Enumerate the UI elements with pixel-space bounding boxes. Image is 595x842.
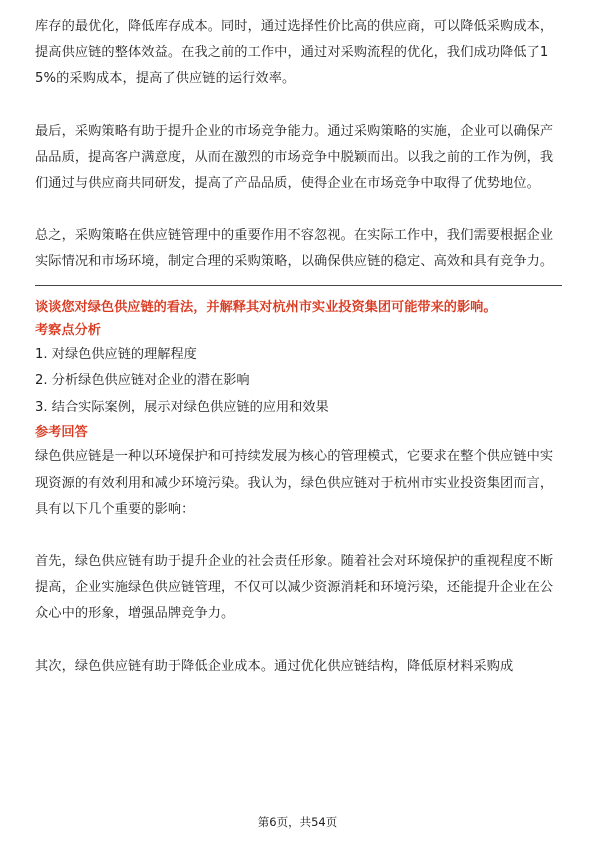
analysis-item: 3. 结合实际案例，展示对绿色供应链的应用和效果 (35, 399, 329, 415)
paragraph-gap (35, 93, 562, 119)
body-paragraph: 总之，采购策略在供应链管理中的重要作用不容忽视。在实际工作中，我们需要根据企业实际情况和市场环境，制定合理的采购策略，以确保供应链的稳定、高效和具有竞争力。 (35, 228, 554, 270)
section-divider (35, 285, 562, 286)
analysis-item: 2. 分析绿色供应链对企业的潜在影响 (35, 373, 250, 389)
answer-paragraph: 其次，绿色供应链有助于降低企业成本。通过优化供应链结构，降低原材料采购成 (35, 658, 514, 674)
answer-paragraph: 绿色供应链是一种以环境保护和可持续发展为核心的管理模式，它要求在整个供应链中实现资源的有效利用和减少环境污染。我认为，绿色供应链对于杭州市实业投资集团而言，具有以下几个重要的影响： (35, 449, 554, 517)
paragraph-gap (35, 523, 562, 549)
question-heading: 谈谈您对绿色供应链的看法，并解释其对杭州市实业投资集团可能带来的影响。 (35, 299, 497, 315)
analysis-title: 考察点分析 (35, 322, 101, 338)
body-paragraph: 最后，采购策略有助于提升企业的市场竞争能力。通过采购策略的实施，企业可以确保产品品质，提高客户满意度，从而在激烈的市场竞争中脱颖而出。以我之前的工作为例，我们通过与供应商共同研发，提高了产品品质，使得企业在市场竞争中取得了优势地位。 (35, 123, 554, 192)
answer-paragraph: 首先，绿色供应链有助于提升企业的社会责任形象。随着社会对环境保护的重视程度不断提高，企业实施绿色供应链管理，不仅可以减少资源消耗和环境污染，还能提升企业在公众心中的形象，增强品牌竞争力。 (35, 554, 554, 622)
page-number-footer: 第6页，共54页 (257, 815, 338, 829)
body-paragraph: 库存的最优化，降低库存成本。同时，通过选择性价比高的供应商，可以降低采购成本，提高供应链的整体效益。在我之前的工作中，通过对采购流程的优化，我们成功降低了15%的采购成本，提高了供应链的运行效率。 (35, 19, 554, 87)
analysis-item: 1. 对绿色供应链的理解程度 (35, 346, 197, 362)
paragraph-gap (35, 628, 562, 654)
document-page (35, 14, 562, 680)
paragraph-gap (35, 197, 562, 223)
answer-title: 参考回答 (35, 425, 88, 441)
